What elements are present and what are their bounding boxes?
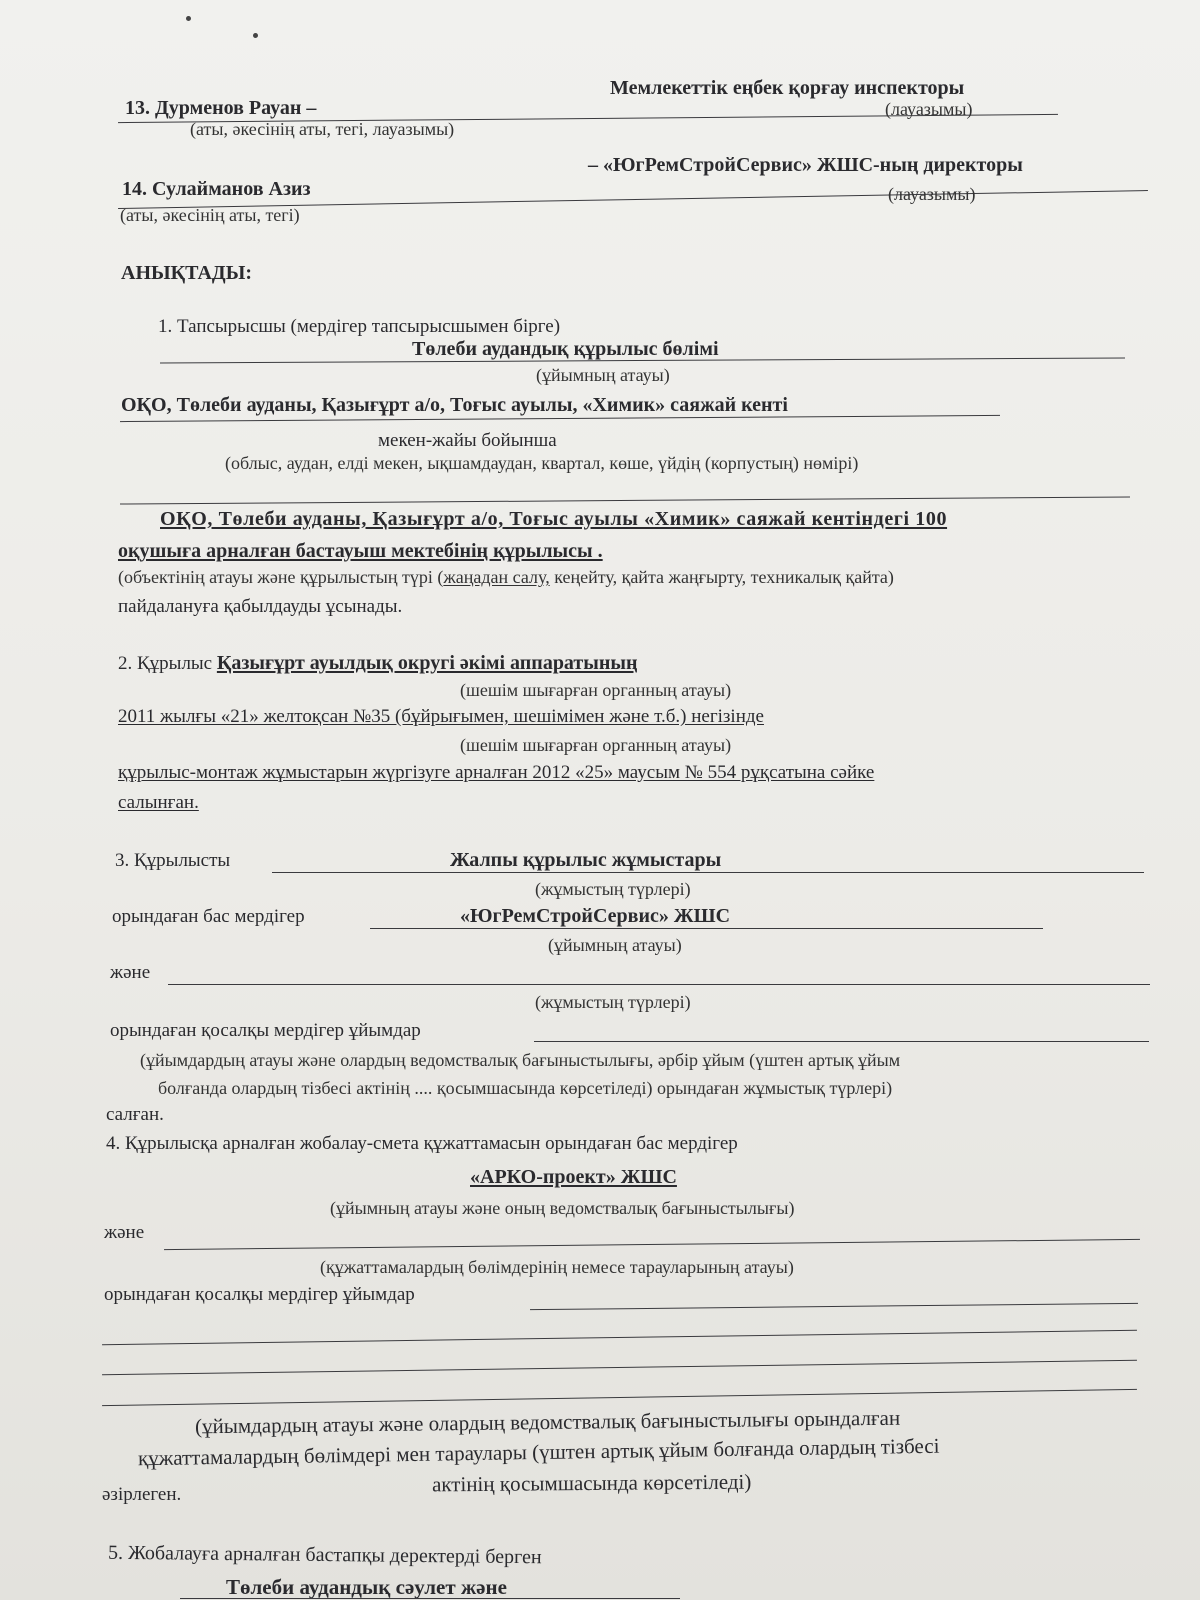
p13-cap-right: (лауазымы) <box>885 99 973 119</box>
s3-lead: 3. Құрылысты <box>115 850 231 871</box>
s1-object-cap1-b: кеңейту, қайта жаңғырту, техникалық қайта) <box>549 567 894 587</box>
s3-sub-cap2: болғанда олардың тізбесі актінің .... қосымшасында көрсетіледі) орындаған жұмыстық түрлері) <box>158 1078 893 1098</box>
s4-gc-cap: (ұйымның атауы және оның ведомствалық бағыныстылығы) <box>330 1198 795 1218</box>
s3-built: салған. <box>106 1104 164 1125</box>
s1-org-cap: (ұйымның атауы) <box>536 365 670 385</box>
p13-position: Мемлекеттік еңбек қорғау инспекторы <box>610 77 965 99</box>
s4-blank-line-3 <box>102 1389 1137 1406</box>
p13-cap-left: (аты, әкесінің аты, тегі, лауазымы) <box>190 119 455 139</box>
s3-sub-lead: орындаған қосалқы мердігер ұйымдар <box>110 1020 421 1041</box>
s2-built: салынған. <box>118 792 199 813</box>
s4-and-underline <box>164 1239 1140 1250</box>
p13-name: 13. Дурменов Рауан – <box>125 97 317 119</box>
s3-gc-lead: орындаған бас мердігер <box>112 906 305 927</box>
s4-lead: 4. Құрылысқа арналған жобалау-смета құжаттамасын орындаған бас мердігер <box>106 1133 738 1154</box>
s3-gc: «ЮгРемСтройСервис» ЖШС <box>460 905 731 927</box>
s3-works-underline <box>272 872 1144 873</box>
p14-cap-right: (лауазымы) <box>888 184 976 204</box>
s2-cap2: (шешім шығарған органның атауы) <box>460 735 732 755</box>
s1-object-line2: оқушыға арналған бастауыш мектебінің құрылысы . <box>118 540 603 562</box>
s3-sub-cap1: (ұйымдардың атауы және олардың ведомствалық бағыныстылығы, әрбір ұйым (үштен артық ұйым <box>140 1050 901 1070</box>
s3-works: Жалпы құрылыс жұмыстары <box>450 849 722 871</box>
s1-object-cap1-underlined: жаңадан салу, <box>443 567 550 587</box>
s4-sub-underline <box>530 1303 1138 1310</box>
s4-sub-cap3: актінің қосымшасында көрсетіледі) <box>431 1469 752 1497</box>
s4-gc: «АРКО-проект» ЖШС <box>470 1166 677 1188</box>
s2-cap1: (шешім шығарған органның атауы) <box>460 680 732 700</box>
s2-org: Қазығұрт ауылдық округі әкімі аппаратының <box>216 652 638 674</box>
s1-object-cap1 <box>118 567 894 588</box>
s1-object-cap2: пайдалануға қабылдауды ұсынады. <box>118 596 403 617</box>
s4-sub-lead: орындаған қосалқы мердігер ұйымдар <box>104 1284 415 1305</box>
s1-object-line1: ОҚО, Төлеби ауданы, Қазығұрт а/о, Тоғыс ауылы «Химик» саяжай кентіндегі 100 <box>160 508 948 530</box>
s2-order: 2011 жылғы «21» желтоқсан №35 (бұйрығымен, шешімімен және т.б.) негізінде <box>118 706 764 727</box>
s1-object-cap1-a: (объектінің атауы және құрылыстың түрі ( <box>118 567 444 587</box>
s4-and: және <box>104 1222 145 1243</box>
s1-org: Төлеби аудандық құрылыс бөлімі <box>412 338 719 360</box>
s1-address: ОҚО, Төлеби ауданы, Қазығұрт а/о, Тоғыс ауылы, «Химик» саяжай кенті <box>121 394 788 416</box>
s3-sub-underline <box>534 1041 1149 1042</box>
s2-permit: құрылыс-монтаж жұмыстарын жүргізуге арналған 2012 «25» маусым № 554 рұқсатына сәйке <box>118 762 875 783</box>
s2-line1 <box>118 652 638 675</box>
speck <box>186 16 191 21</box>
s3-and-underline <box>168 984 1150 985</box>
s1-address-cap1: мекен-жайы бойынша <box>378 430 557 451</box>
determined-heading: АНЫҚТАДЫ: <box>121 262 252 284</box>
p14-position: – «ЮгРемСтройСервис» ЖШС-ның директоры <box>588 154 1023 176</box>
s4-blank-line-2 <box>102 1360 1137 1375</box>
s3-gc-cap: (ұйымның атауы) <box>548 935 682 955</box>
s1-intro: 1. Тапсырысшы (мердігер тапсырысшымен бірге) <box>158 316 561 337</box>
s3-works-cap: (жұмыстың түрлері) <box>535 879 691 899</box>
s5-org: Төлеби аудандық сәулет және <box>226 1575 507 1599</box>
s1-blank-line <box>120 496 1130 504</box>
speck <box>253 33 258 38</box>
s4-sub-cap2: құжаттамалардың бөлімдері мен тараулары (үштен артық ұйым болғанда олардың тізбесі <box>137 1433 940 1471</box>
s5-lead: 5. Жобалауға арналған бастапқы деректерді берген <box>107 1541 542 1569</box>
p14-name: 14. Сулайманов Азиз <box>122 178 311 200</box>
s3-and-cap: (жұмыстың түрлері) <box>535 992 691 1012</box>
s2-lead: 2. Құрылыс <box>118 653 217 674</box>
s3-gc-underline <box>370 928 1043 929</box>
s4-sub-cap1: (ұйымдардың атауы және олардың ведомствалық бағыныстылығы орындалған <box>194 1405 901 1439</box>
p14-cap-left: (аты, әкесінің аты, тегі) <box>120 205 300 225</box>
s1-address-cap2: (облыс, аудан, елді мекен, ықшамдаудан, квартал, көше, үйдің (корпустың) нөмірі) <box>225 453 859 473</box>
s4-prepared: әзірлеген. <box>102 1484 182 1505</box>
s5-underline <box>180 1598 680 1599</box>
s3-and: және <box>110 962 151 983</box>
s4-and-cap: (құжаттамалардың бөлімдерінің немесе тарауларының атауы) <box>320 1257 794 1277</box>
s4-blank-line-1 <box>102 1330 1137 1345</box>
